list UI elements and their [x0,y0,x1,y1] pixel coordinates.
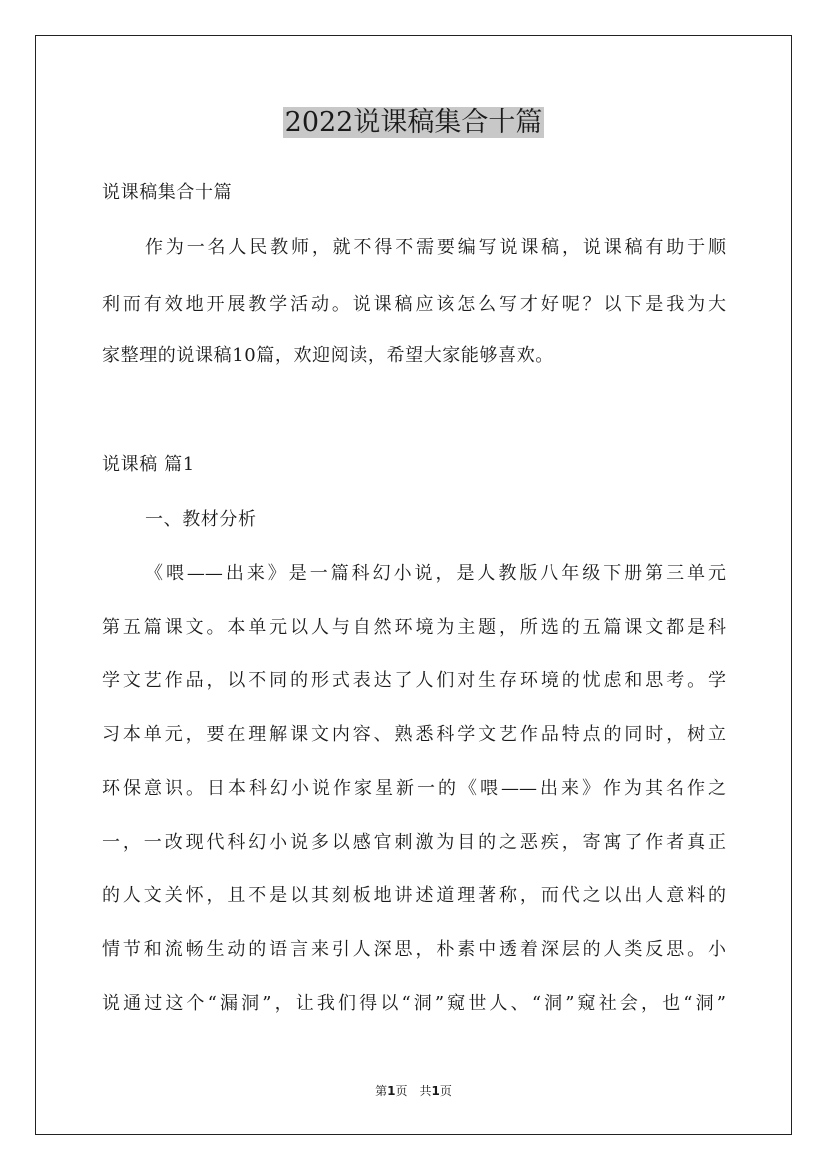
body-line: 的人文关怀，且不是以其刻板地讲述道理著称，而代之以出人意料的 [102,885,726,906]
intro-line: 利而有效地开展教学活动。说课稿应该怎么写才好呢？以下是我为大 [102,294,726,315]
body-line: 环保意识。日本科幻小说作家星新一的《喂——出来》作为其名作之 [102,778,726,799]
body-line: 第五篇课文。本单元以人与自然环境为主题，所选的五篇课文都是科 [102,617,726,638]
body-line: 说通过这个“漏洞”，让我们得以“洞”窥世人、“洞”窥社会，也“洞” [102,993,726,1014]
body-line: 习本单元，要在理解课文内容、熟悉科学文艺作品特点的同时，树立 [102,724,726,745]
document-title [0,104,827,142]
page-current: 1 [387,1084,396,1098]
page-mid: 页 共 [395,1084,432,1098]
intro-line: 家整理的说课稿10篇，欢迎阅读，希望大家能够喜欢。 [102,345,554,366]
body-line: 《喂——出来》是一篇科幻小说，是人教版八年级下册第三单元 [145,563,726,584]
document-title-text: 2022说课稿集合十篇 [284,107,543,138]
body-line: 情节和流畅生动的语言来引人深思，朴素中透着深层的人类反思。小 [102,939,726,960]
page-suffix: 页 [439,1084,452,1098]
section-heading: 说课稿 篇1 [102,454,195,475]
page-footer [0,1083,827,1099]
page-prefix: 第 [375,1084,388,1098]
body-line: 学文艺作品，以不同的形式表达了人们对生存环境的忧虑和思考。学 [102,670,726,691]
page-total: 1 [431,1084,440,1098]
body-line: 一，一改现代科幻小说多以感官刺激为目的之恶疾，寄寓了作者真正 [102,832,726,853]
document-subtitle: 说课稿集合十篇 [102,182,233,203]
intro-line: 作为一名人民教师，就不得不需要编写说课稿，说课稿有助于顺 [145,237,726,258]
subsection-heading: 一、教材分析 [145,509,257,530]
